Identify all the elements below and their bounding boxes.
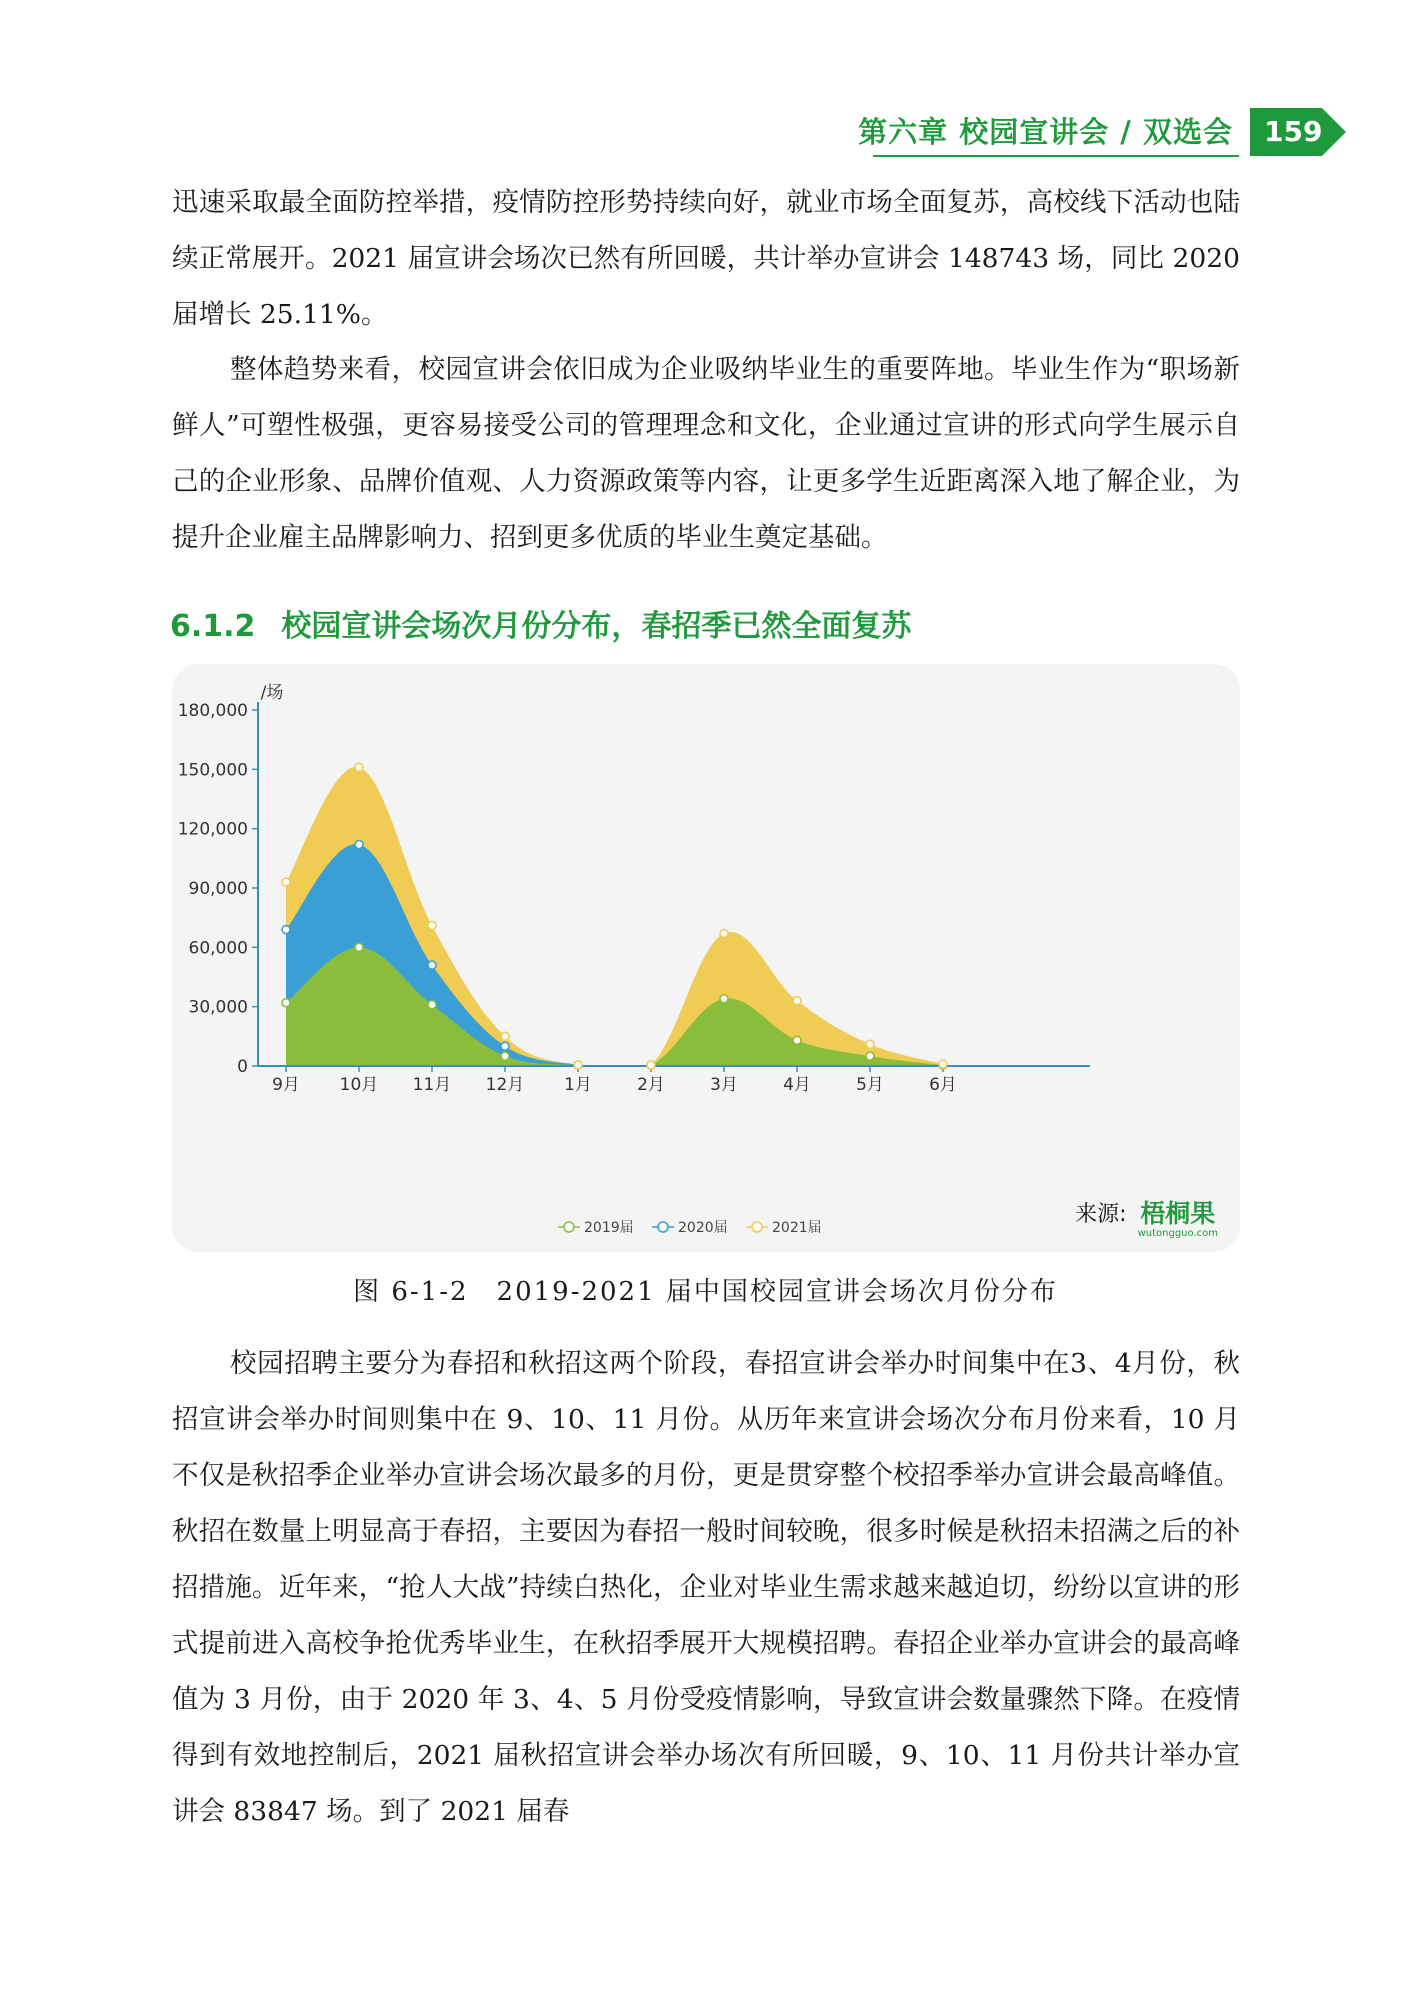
x-tick-label: 9月 xyxy=(272,1075,300,1095)
legend-swatch-marker xyxy=(564,1222,574,1232)
point-2019届 xyxy=(501,1052,509,1060)
point-2021届 xyxy=(282,878,290,886)
x-tick-label: 4月 xyxy=(783,1075,811,1095)
section-title: 校园宣讲会场次月份分布，春招季已然全面复苏 xyxy=(281,609,912,644)
point-2021届 xyxy=(793,997,801,1005)
source-logo-url: wutongguo.com xyxy=(1137,1228,1218,1239)
chart-source xyxy=(1075,1200,1218,1240)
paragraph-3: 校园招聘主要分为春招和秋招这两个阶段，春招宣讲会举办时间集中在3、4月份，秋招宣讲会举办时间则集中在 9、10、11 月份。从历年来宣讲会场次分布月份来看，10 月不仅是秋招季企业举办宣讲会场次最多的月份，更是贯穿整个校招季举办宣讲会最高峰值。秋招在数量上明显高于春招，主要因为春招一般时间较晚，很多时候是秋招未招满之后的补招措施。近年来，“抢人大战”持续白热化，企业对毕业生需求越来越迫切，纷纷以宣讲的形式提前进入高校争抢优秀毕业生，在秋招季展开大规模招聘。春招企业举办宣讲会的最高峰值为 3 月份，由于 2020 年 3、4、5 月份受疫情影响，导致宣讲会数量骤然下降。在疫情得到有效地控制后，2021 届秋招宣讲会举办场次有所回暖，9、10、11 月份共计举办宣讲会 83847 场。到了 2021 届春 xyxy=(172,1348,1240,1827)
x-tick-label: 12月 xyxy=(485,1075,525,1095)
point-2020届 xyxy=(501,1042,509,1050)
source-label: 来源: xyxy=(1075,1202,1127,1227)
paragraph-1: 迅速采取最全面防控举措，疫情防控形势持续向好，就业市场全面复苏，高校线下活动也陆续正常展开。2021 届宣讲会场次已然有所回暖，共计举办宣讲会 148743 场，同比 2020 届增长 25.11%。 xyxy=(172,187,1240,330)
source-logo xyxy=(1138,1200,1218,1240)
y-tick-label: 180,000 xyxy=(177,701,248,721)
figure-caption: 图 6-1-2 2019-2021 届中国校园宣讲会场次月份分布 xyxy=(353,1277,1058,1307)
y-tick-label: 30,000 xyxy=(188,997,248,1018)
x-tick-label: 5月 xyxy=(856,1075,884,1095)
paragraph-2: 整体趋势来看，校园宣讲会依旧成为企业吸纳毕业生的重要阵地。毕业生作为“职场新鲜人”可塑性极强，更容易接受公司的管理理念和文化，企业通过宣讲的形式向学生展示自己的企业形象、品牌价值观、人力资源政策等内容，让更多学生近距离深入地了解企业，为提升企业雇主品牌影响力、招到更多优质的毕业生奠定基础。 xyxy=(172,354,1240,553)
point-2020届 xyxy=(282,926,290,934)
y-axis-unit-label: /场 xyxy=(260,683,284,703)
legend-label: 2020届 xyxy=(678,1220,728,1236)
page-number: 159 xyxy=(1264,115,1323,148)
page-number-tab xyxy=(1250,108,1346,156)
chapter-title: 第六章 校园宣讲会 / 双选会 xyxy=(858,115,1233,149)
point-2021届 xyxy=(574,1061,582,1069)
y-tick-label: 60,000 xyxy=(188,938,248,959)
y-tick-label: 0 xyxy=(237,1057,248,1077)
point-2021届 xyxy=(866,1040,874,1048)
area-chart xyxy=(172,664,1240,1252)
y-tick-label: 90,000 xyxy=(188,879,248,899)
y-tick-label: 150,000 xyxy=(177,760,248,781)
chart-card xyxy=(172,664,1240,1252)
legend-label: 2019届 xyxy=(584,1220,634,1236)
point-2021届 xyxy=(501,1032,509,1040)
legend-label: 2021届 xyxy=(772,1220,822,1236)
header-rule xyxy=(873,155,1239,157)
x-tick-label: 10月 xyxy=(339,1075,379,1095)
x-tick-label: 6月 xyxy=(929,1075,957,1095)
section-heading xyxy=(170,603,911,651)
x-tick-label: 3月 xyxy=(710,1075,738,1095)
x-tick-label: 1月 xyxy=(564,1075,592,1095)
point-2019届 xyxy=(866,1052,874,1060)
point-2019届 xyxy=(720,995,728,1003)
point-2021届 xyxy=(720,929,728,937)
point-2021届 xyxy=(647,1061,655,1069)
legend-swatch-marker xyxy=(752,1222,762,1232)
section-number: 6.1.2 xyxy=(170,609,256,644)
x-tick-label: 2月 xyxy=(637,1075,665,1095)
x-tick-label: 11月 xyxy=(412,1075,452,1095)
point-2019届 xyxy=(355,943,363,951)
legend-swatch-marker xyxy=(658,1222,668,1232)
point-2020届 xyxy=(428,961,436,969)
point-2021届 xyxy=(355,763,363,771)
point-2021届 xyxy=(428,922,436,930)
y-tick-label: 120,000 xyxy=(177,819,248,840)
point-2019届 xyxy=(428,1001,436,1009)
point-2021届 xyxy=(939,1060,947,1068)
point-2019届 xyxy=(282,999,290,1007)
source-logo-text: 梧桐果 xyxy=(1140,1199,1216,1228)
running-header xyxy=(0,108,1411,156)
point-2020届 xyxy=(355,840,363,848)
point-2019届 xyxy=(793,1036,801,1044)
